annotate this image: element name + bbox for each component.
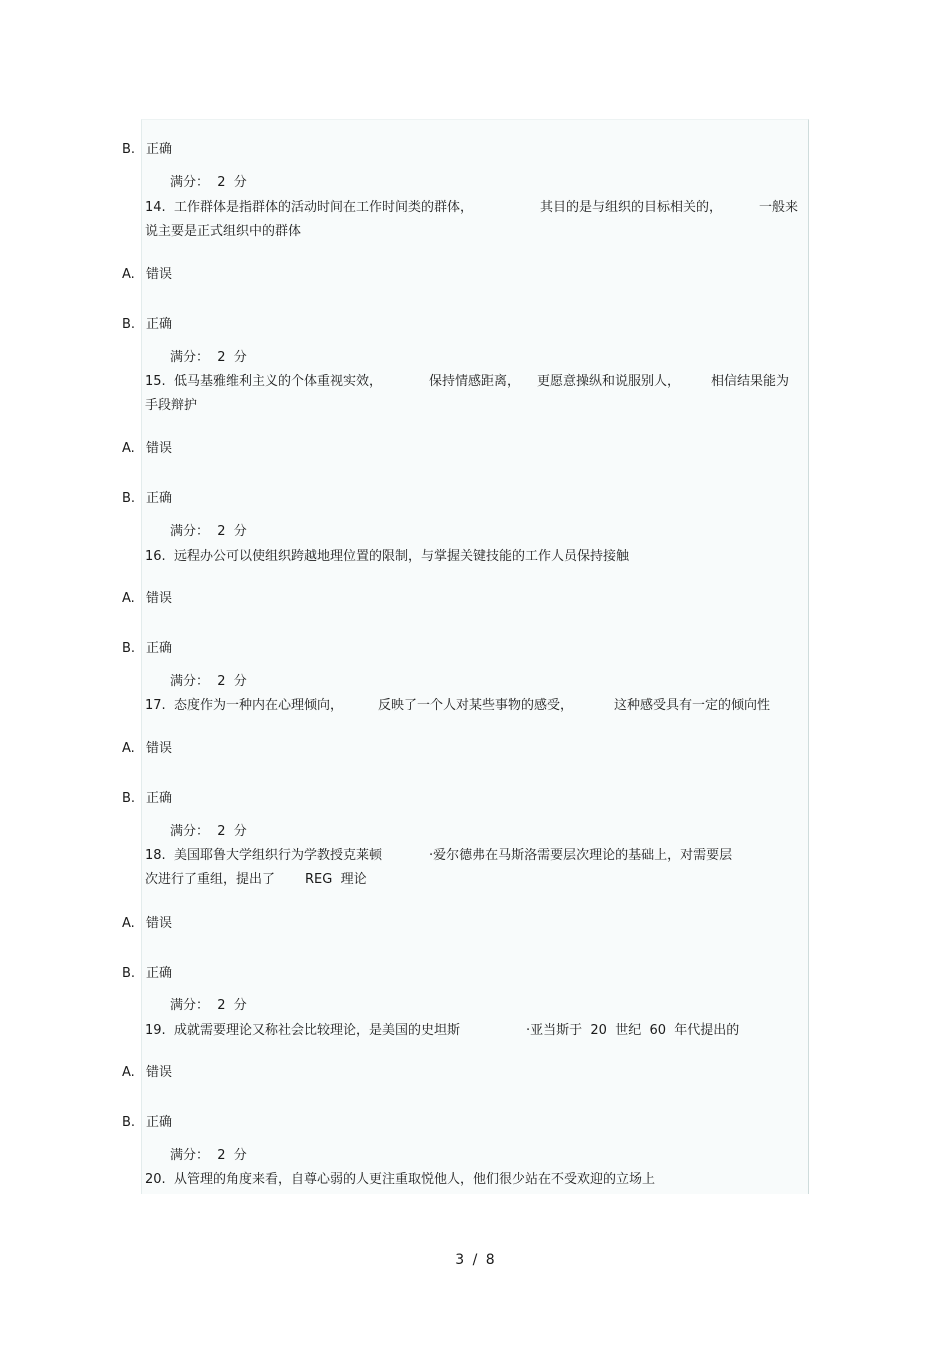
option-b-text: 正确 [146, 142, 173, 157]
option-a-letter: A. [122, 916, 135, 931]
option-b-letter: B. [122, 791, 136, 806]
option-a-letter: A. [122, 741, 135, 756]
option-b-text: 正确 [146, 641, 173, 656]
option-b-text: 正确 [146, 491, 173, 506]
score-line: 满分： 2 分 [170, 175, 247, 190]
score-line: 满分： 2 分 [170, 524, 247, 539]
question-text: 18. 美国耶鲁大学组织行为学教授克莱顿 [145, 848, 382, 863]
question-text: 保持情感距离， [429, 374, 521, 389]
option-b-letter: B. [122, 1115, 136, 1130]
option-a-text: 错误 [146, 1065, 173, 1080]
option-a-letter: A. [122, 1065, 135, 1080]
question-text: 19. 成就需要理论又称社会比较理论，是美国的史坦斯 [145, 1023, 460, 1038]
option-a-text: 错误 [146, 267, 173, 282]
question-text: ·爱尔德弗在马斯洛需要层次理论的基础上，对需要层 [429, 848, 733, 863]
score-line: 满分： 2 分 [170, 350, 247, 365]
option-b-letter: B. [122, 641, 136, 656]
question-text: 一般来 [759, 200, 799, 215]
option-a-text: 错误 [146, 591, 173, 606]
question-text: 17. 态度作为一种内在心理倾向， [145, 698, 343, 713]
question-text: 次进行了重组，提出了 [145, 872, 276, 887]
question-text: 其目的是与组织的目标相关的， [540, 200, 723, 215]
option-b-letter: B. [122, 142, 136, 157]
question-text: REG 理论 [305, 872, 367, 887]
score-line: 满分： 2 分 [170, 824, 247, 839]
score-line: 满分： 2 分 [170, 674, 247, 689]
question-text: 相信结果能为 [711, 374, 790, 389]
question-text: 反映了一个人对某些事物的感受， [378, 698, 574, 713]
question-text: 20. 从管理的角度来看，自尊心弱的人更注重取悦他人，他们很少站在不受欢迎的立场上 [145, 1172, 655, 1187]
page-number: 3 / 8 [455, 1252, 495, 1268]
question-text: 手段辩护 [145, 398, 198, 413]
question-text: 16. 远程办公可以使组织跨越地理位置的限制，与掌握关键技能的工作人员保持接触 [145, 549, 629, 564]
option-a-letter: A. [122, 267, 135, 282]
option-b-text: 正确 [146, 791, 173, 806]
option-a-text: 错误 [146, 916, 173, 931]
option-b-letter: B. [122, 491, 136, 506]
score-line: 满分： 2 分 [170, 1148, 247, 1163]
question-text: 15. 低马基雅维利主义的个体重视实效， [145, 374, 382, 389]
option-a-text: 错误 [146, 441, 173, 456]
option-b-text: 正确 [146, 317, 173, 332]
option-a-text: 错误 [146, 741, 173, 756]
question-text: 更愿意操纵和说服别人， [537, 374, 681, 389]
option-a-letter: A. [122, 591, 135, 606]
question-text: 这种感受具有一定的倾向性 [614, 698, 771, 713]
question-text: ·亚当斯于 20 世纪 60 年代提出的 [526, 1023, 740, 1038]
option-b-letter: B. [122, 966, 136, 981]
question-text: 说主要是正式组织中的群体 [145, 224, 302, 239]
option-a-letter: A. [122, 441, 135, 456]
option-b-text: 正确 [146, 966, 173, 981]
option-b-letter: B. [122, 317, 136, 332]
score-line: 满分： 2 分 [170, 998, 247, 1013]
question-text: 14. 工作群体是指群体的活动时间在工作时间类的群体， [145, 200, 473, 215]
option-b-text: 正确 [146, 1115, 173, 1130]
